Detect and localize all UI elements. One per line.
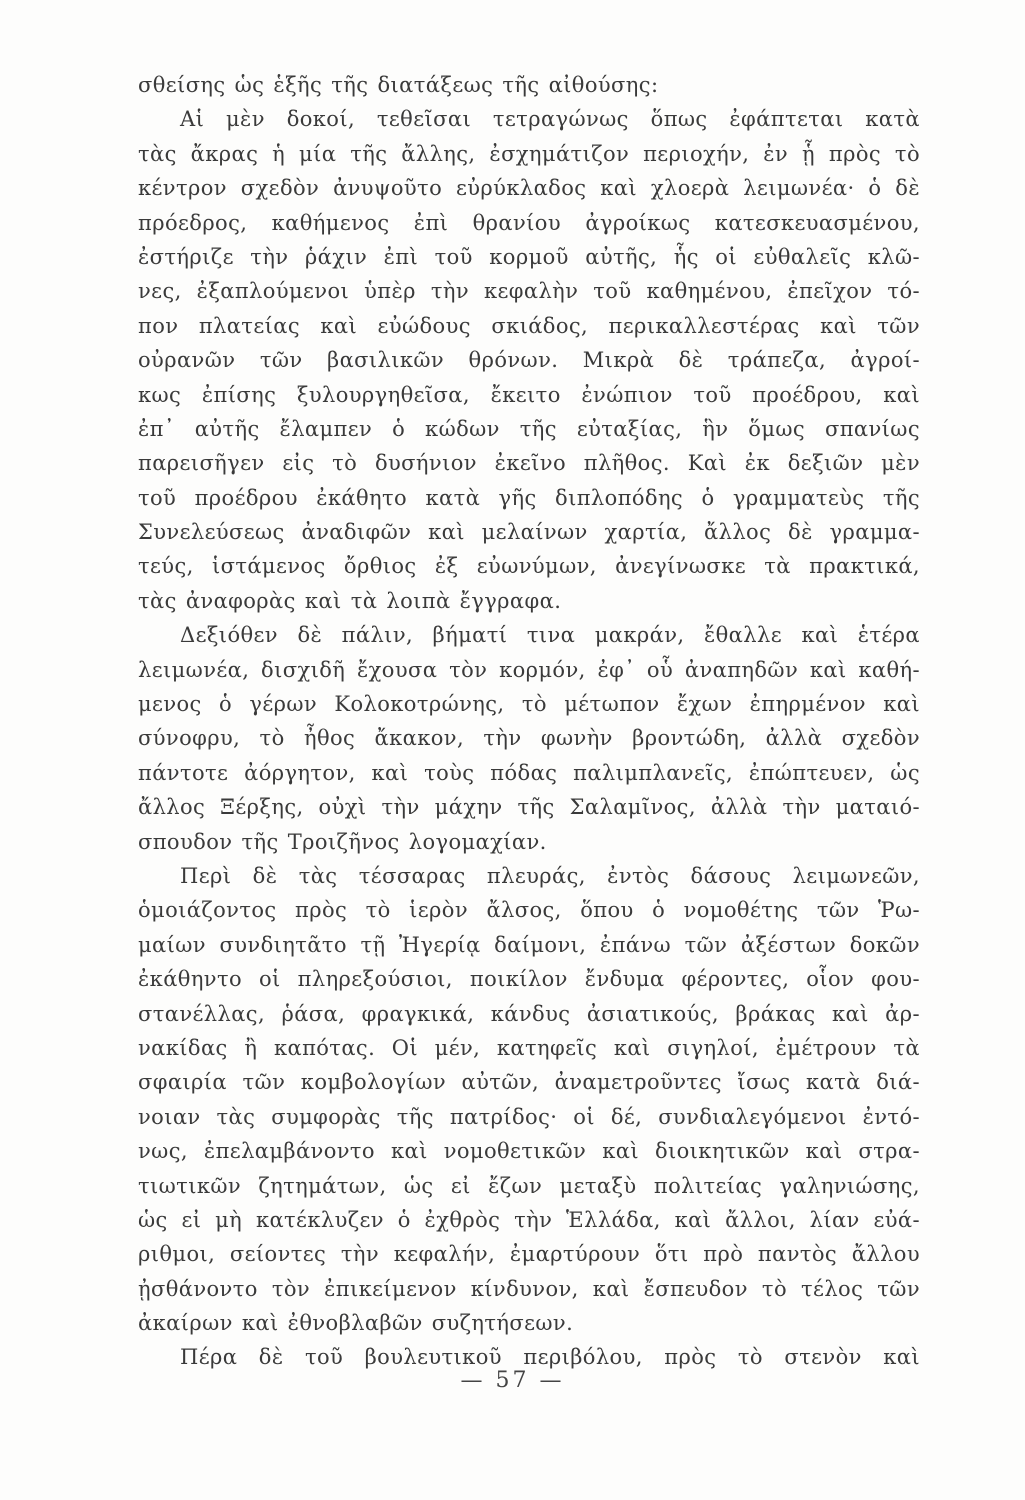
body-text — [138, 68, 920, 1375]
text-line: ἐστήριζε τὴν ῥάχιν ἐπὶ τοῦ κορμοῦ αὐτῆς, ἧς οἱ εὐθαλεῖς κλῶ- — [138, 244, 920, 269]
text-line: νακίδας ἢ καπότας. Οἱ μέν, κατηφεῖς καὶ σιγηλοί, ἐμέτρουν τὰ — [138, 1035, 920, 1060]
text-line: σύνοφρυ, τὸ ἦθος ἄκακον, τὴν φωνὴν βροντώδη, ἀλλὰ σχεδὸν — [138, 726, 920, 751]
text-line: Συνελεύσεως ἀναδιφῶν καὶ μελαίνων χαρτία, ἄλλος δὲ γραμμα- — [138, 520, 920, 545]
text-line: νως, ἐπελαμβάνοντο καὶ νομοθετικῶν καὶ διοικητικῶν καὶ στρα- — [138, 1139, 920, 1164]
text-line: ᾐσθάνοντο τὸν ἐπικείμενον κίνδυνον, καὶ ἔσπευδον τὸ τέλος τῶν — [138, 1276, 920, 1301]
text-line: ἐκάθηντο οἱ πληρεξούσιοι, ποικίλον ἔνδυμα φέροντες, οἷον φου- — [138, 967, 920, 992]
text-line: τιωτικῶν ζητημάτων, ὡς εἰ ἔζων μεταξὺ πολιτείας γαληνιώσης, — [138, 1173, 920, 1198]
text-line: λειμωνέα, δισχιδῆ ἔχουσα τὸν κορμόν, ἐφ᾽ οὗ ἀναπηδῶν καὶ καθή- — [138, 657, 920, 682]
text-line: κέντρον σχεδὸν ἀνυψοῦτο εὐρύκλαδος καὶ χλοερὰ λειμωνέα· ὁ δὲ — [138, 176, 920, 201]
page-number: — 57 — — [460, 1368, 565, 1393]
text-line: κως ἐπίσης ξυλουργηθεῖσα, ἔκειτο ἐνώπιον τοῦ προέδρου, καὶ — [138, 382, 920, 407]
text-line: στανέλλας, ῥάσα, φραγκικά, κάνδυς ἀσιατικούς, βράκας καὶ ἀρ- — [138, 1001, 920, 1026]
text-line: πάντοτε ἀόργητον, καὶ τοὺς πόδας παλιμπλανεῖς, ἐπώπτευεν, ὡς — [138, 760, 920, 785]
text-line: Πέρα δὲ τοῦ βουλευτικοῦ περιβόλου, πρὸς τὸ στενὸν καὶ — [180, 1345, 920, 1370]
text-line: τὰς ἀναφορὰς καὶ τὰ λοιπὰ ἔγγραφα. — [138, 588, 562, 613]
text-line: ὁμοιάζοντος πρὸς τὸ ἱερὸν ἄλσος, ὅπου ὁ νομοθέτης τῶν Ῥω- — [138, 898, 920, 923]
text-line: σφαιρία τῶν κομβολογίων αὐτῶν, ἀναμετροῦντες ἴσως κατὰ διά- — [138, 1070, 920, 1095]
text-line: σπουδον τῆς Τροιζῆνος λογομαχίαν. — [138, 829, 547, 854]
text-line: σθείσης ὡς ἑξῆς τῆς διατάξεως τῆς αἰθούσης: — [138, 73, 659, 97]
text-line: ὡς εἰ μὴ κατέκλυζεν ὁ ἐχθρὸς τὴν Ἑλλάδα, καὶ ἄλλοι, λίαν εὐά- — [138, 1207, 920, 1232]
text-line: ριθμοι, σείοντες τὴν κεφαλήν, ἐμαρτύρουν ὅτι πρὸ παντὸς ἄλλου — [138, 1242, 920, 1267]
text-line: οὐρανῶν τῶν βασιλικῶν θρόνων. Μικρὰ δὲ τράπεζα, ἀγροί- — [138, 348, 920, 373]
text-line: νες, ἐξαπλούμενοι ὑπὲρ τὴν κεφαλὴν τοῦ καθημένου, ἐπεῖχον τό- — [138, 279, 920, 304]
text-line: Δεξιόθεν δὲ πάλιν, βήματί τινα μακράν, ἔθαλλε καὶ ἑτέρα — [180, 623, 920, 648]
text-line: παρεισῆγεν εἰς τὸ δυσήνιον ἐκεῖνο πλῆθος. Καὶ ἐκ δεξιῶν μὲν — [138, 451, 920, 476]
text-line: πρόεδρος, καθήμενος ἐπὶ θρανίου ἀγροίκως κατεσκευασμένου, — [138, 210, 920, 235]
text-line: ἀκαίρων καὶ ἐθνοβλαβῶν συζητήσεων. — [138, 1311, 574, 1336]
text-line: ἐπ᾽ αὐτῆς ἔλαμπεν ὁ κώδων τῆς εὐταξίας, ἣν ὅμως σπανίως — [138, 416, 920, 441]
text-line: τοῦ προέδρου ἐκάθητο κατὰ γῆς διπλοπόδης ὁ γραμματεὺς τῆς — [138, 485, 920, 510]
text-line: πον πλατείας καὶ εὐώδους σκιάδος, περικαλλεστέρας καὶ τῶν — [138, 313, 920, 338]
text-line: τὰς ἄκρας ἡ μία τῆς ἄλλης, ἐσχημάτιζον περιοχήν, ἐν ᾗ πρὸς τὸ — [138, 141, 920, 166]
text-line: Περὶ δὲ τὰς τέσσαρας πλευράς, ἐντὸς δάσους λειμωνεῶν, — [180, 863, 920, 888]
text-line: τεύς, ἱστάμενος ὄρθιος ἐξ εὐωνύμων, ἀνεγίνωσκε τὰ πρακτικά, — [138, 554, 920, 579]
text-line: ἄλλος Ξέρξης, οὐχὶ τὴν μάχην τῆς Σαλαμῖνος, ἀλλὰ τὴν ματαιό- — [138, 795, 920, 820]
text-line: μαίων συνδιητᾶτο τῇ Ἠγερίᾳ δαίμονι, ἐπάνω τῶν ἀξέστων δοκῶν — [138, 932, 920, 957]
text-line: μενος ὁ γέρων Κολοκοτρώνης, τὸ μέτωπον ἔχων ἐπηρμένον καὶ — [138, 692, 920, 717]
text-line: νοιαν τὰς συμφορὰς τῆς πατρίδος· οἱ δέ, συνδιαλεγόμενοι ἐντό- — [138, 1104, 920, 1129]
text-line: Αἱ μὲν δοκοί, τεθεῖσαι τετραγώνως ὅπως ἐφάπτεται κατὰ — [180, 107, 920, 132]
